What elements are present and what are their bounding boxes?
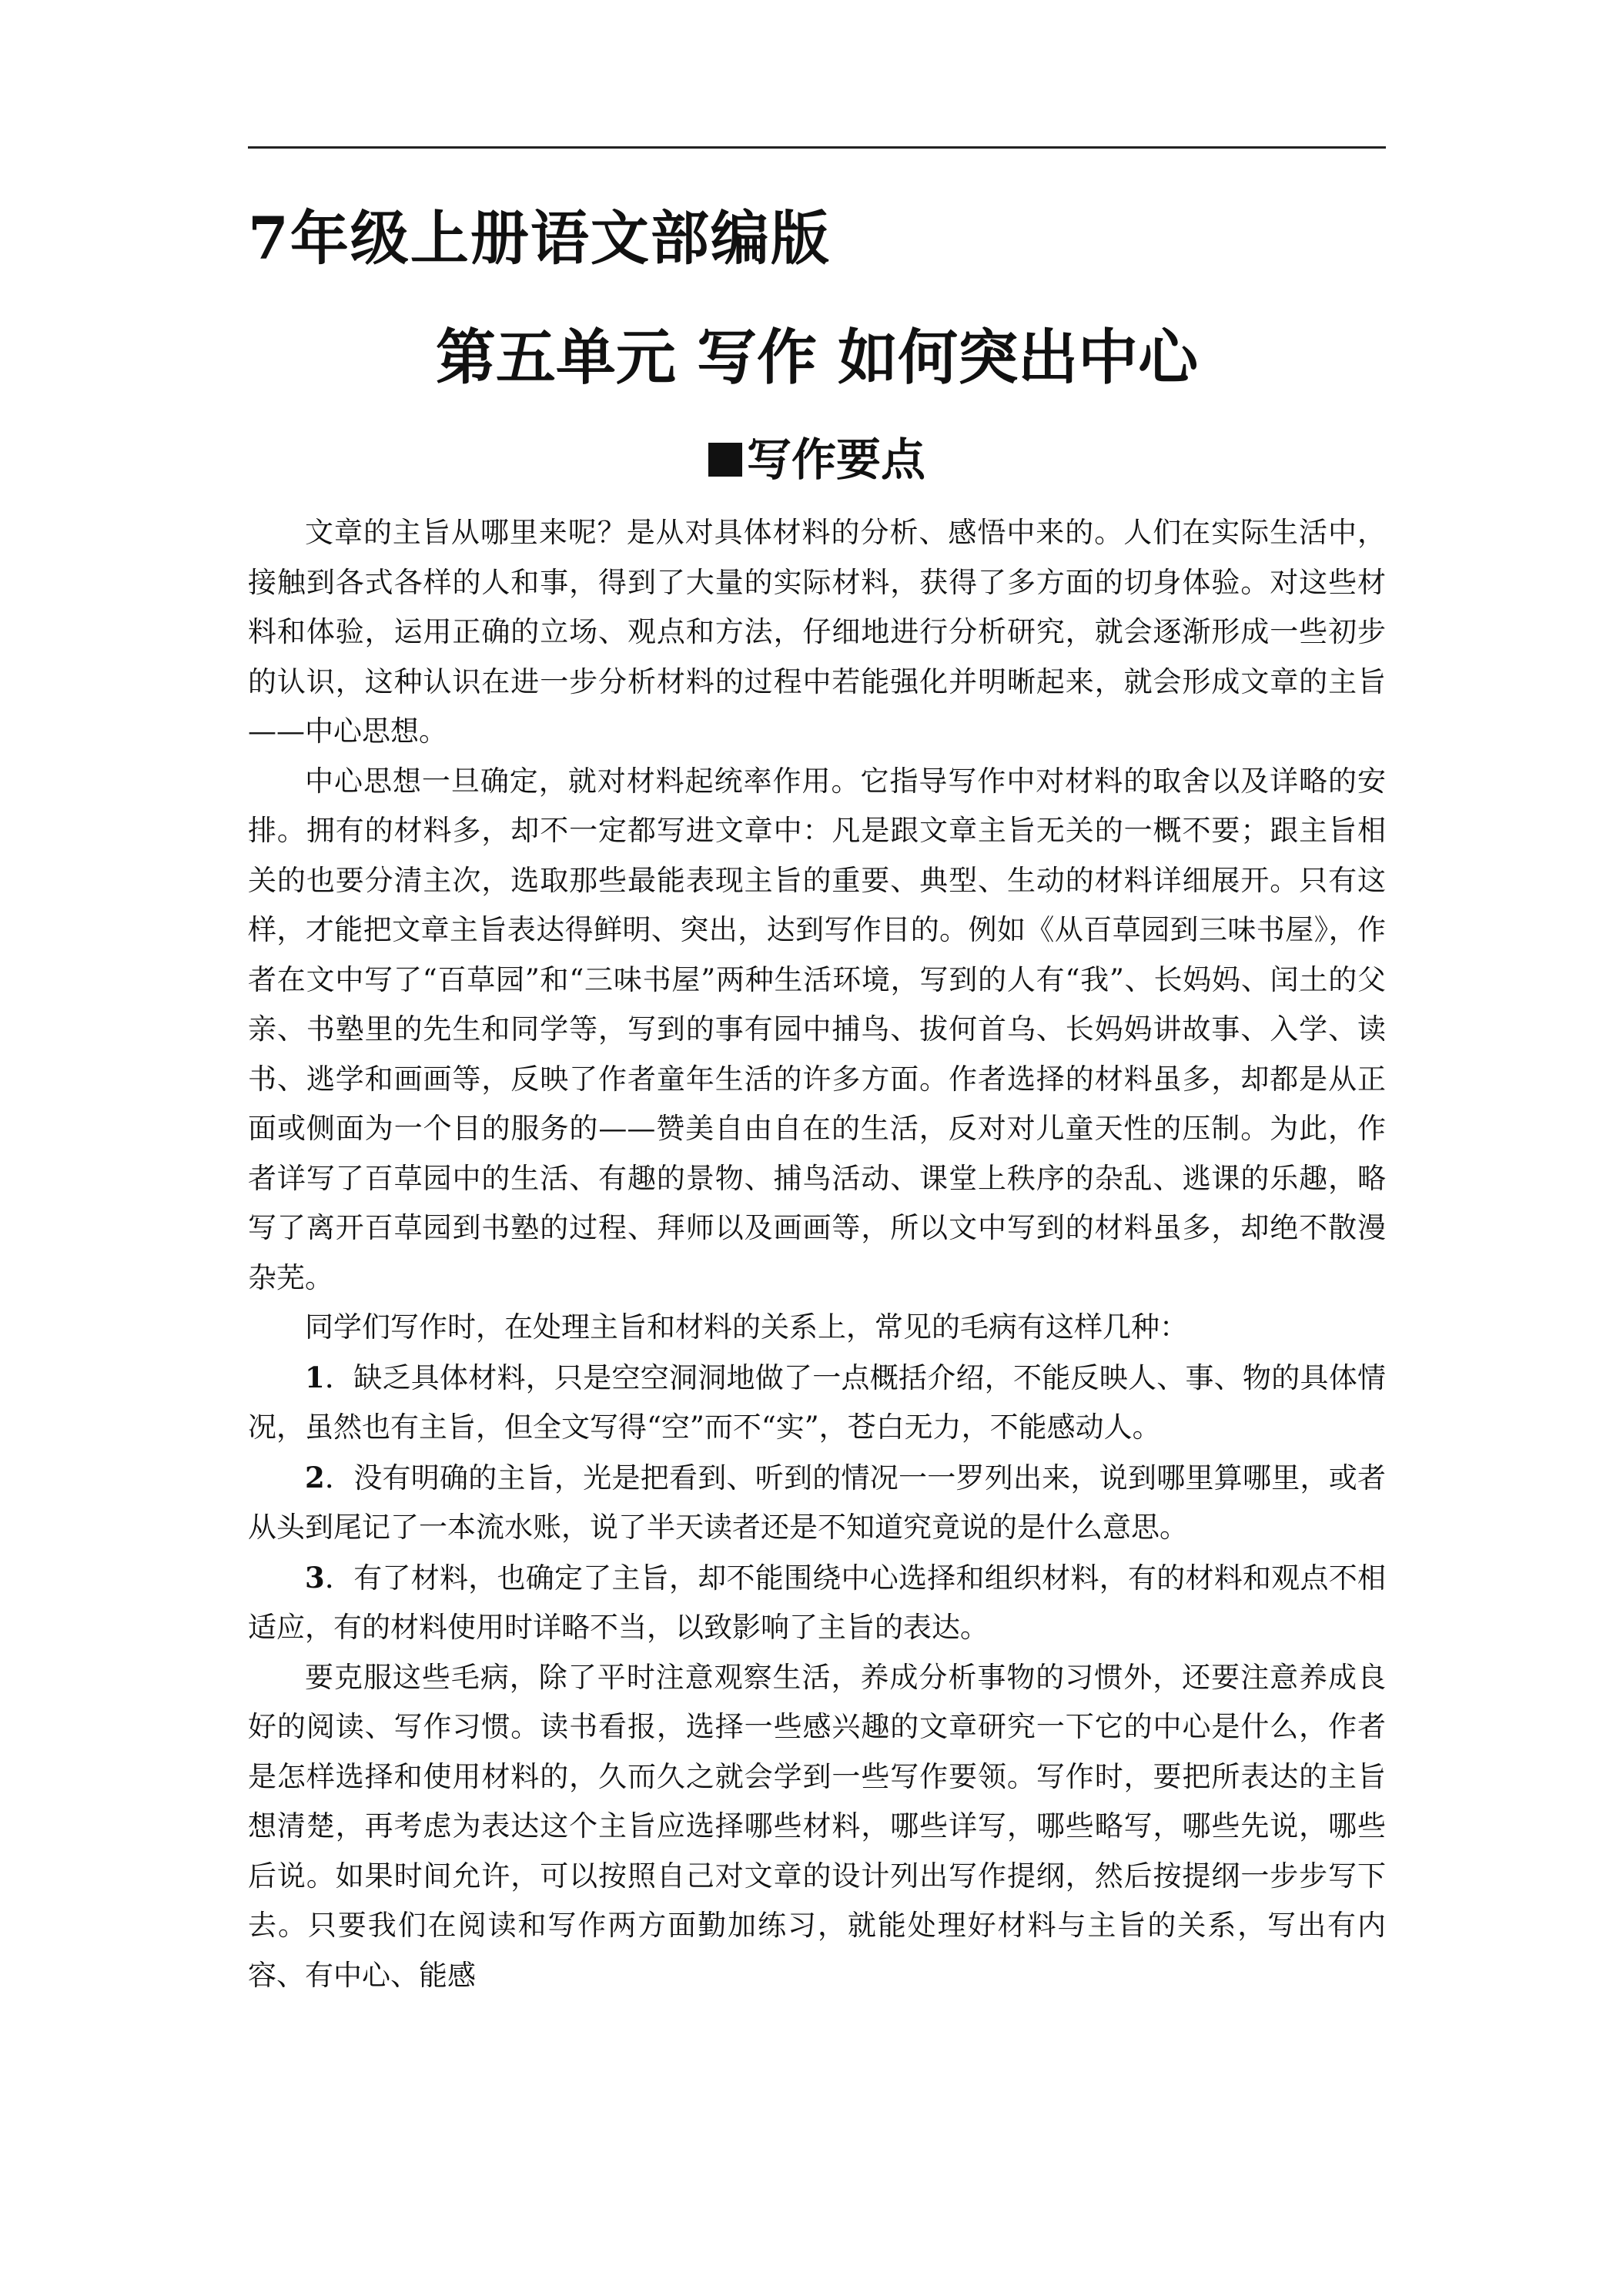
item-number: 1 xyxy=(305,1360,325,1394)
black-square-icon xyxy=(708,443,742,477)
item-text: ．缺乏具体材料，只是空空洞洞地做了一点概括介绍，不能反映人、事、物的具体情况，虽然也有主旨，但全文写得“空”而不“实”，苍白无力，不能感动人。 xyxy=(248,1361,1386,1444)
item-text: ．没有明确的主旨，光是把看到、听到的情况一一罗列出来，说到哪里算哪里，或者从头到尾记了一本流水账，说了半天读者还是不知道究竟说的是什么意思。 xyxy=(248,1461,1386,1544)
section-heading-text: 写作要点 xyxy=(746,433,925,486)
paragraph: 同学们写作时，在处理主旨和材料的关系上，常见的毛病有这样几种： xyxy=(305,1310,1188,1344)
item-number: 2 xyxy=(305,1460,325,1494)
closing-paragraph: 要克服这些毛病，除了平时注意观察生活，养成分析事物的习惯外，还要注意养成良好的阅读、写作习惯。读书看报，选择一些感兴趣的文章研究一下它的中心是什么，作者是怎样选择和使用材料的，久而久之就会学到一些写作要领。写作时，要把所表达的主旨想清楚，再考虑为表达这个主旨应选择哪些材料，哪些详写，哪些略写，哪些先说，哪些后说。如果时间允许，可以按照自己对文章的设计列出写作提纲，然后按提纲一步步写下去。只要我们在阅读和写作两方面勤加练习，就能处理好材料与主旨的关系，写出有内容、有中心、能感 xyxy=(248,1660,1386,1992)
grade-title: 7年级上册语文部编版 xyxy=(248,204,831,273)
item-number: 3 xyxy=(305,1560,325,1595)
numbered-item xyxy=(248,1553,1386,1653)
section-heading xyxy=(248,427,1386,492)
unit-title: 第五单元 写作 如何突出中心 xyxy=(435,323,1199,393)
item-text: ．有了材料，也确定了主旨，却不能围绕中心选择和组织材料，有的材料和观点不相适应，有的材料使用时详略不当，以致影响了主旨的表达。 xyxy=(248,1561,1386,1644)
paragraph: 中心思想一旦确定，就对材料起统率作用。它指导写作中对材料的取舍以及详略的安排。拥有的材料多，却不一定都写进文章中：凡是跟文章主旨无关的一概不要；跟主旨相关的也要分清主次，选取那些最能表现主旨的重要、典型、生动的材料详细展开。只有这样，才能把文章主旨表达得鲜明、突出，达到写作目的。例如《从百草园到三味书屋》，作者在文中写了“百草园”和“三味书屋”两种生活环境，写到的人有“我”、长妈妈、闰土的父亲、书塾里的先生和同学等，写到的事有园中捕鸟、拔何首乌、长妈妈讲故事、入学、读书、逃学和画画等，反映了作者童年生活的许多方面。作者选择的材料虽多，却都是从正面或侧面为一个目的服务的——赞美自由自在的生活，反对对儿童天性的压制。为此，作者详写了百草园中的生活、有趣的景物、捕鸟活动、课堂上秩序的杂乱、逃课的乐趣，略写了离开百草园到书塾的过程、拜师以及画画等，所以文中写到的材料虽多，却绝不散漫杂芜。 xyxy=(248,764,1386,1294)
header-rule xyxy=(248,146,1386,149)
numbered-item xyxy=(248,1353,1386,1453)
paragraph: 文章的主旨从哪里来呢？是从对具体材料的分析、感悟中来的。人们在实际生活中，接触到各式各样的人和事，得到了大量的实际材料，获得了多方面的切身体验。对这些材料和体验，运用正确的立场、观点和方法，仔细地进行分析研究，就会逐渐形成一些初步的认识，这种认识在进一步分析材料的过程中若能强化并明晰起来，就会形成文章的主旨——中心思想。 xyxy=(248,516,1386,748)
numbered-item xyxy=(248,1453,1386,1553)
body-text xyxy=(248,508,1386,2000)
